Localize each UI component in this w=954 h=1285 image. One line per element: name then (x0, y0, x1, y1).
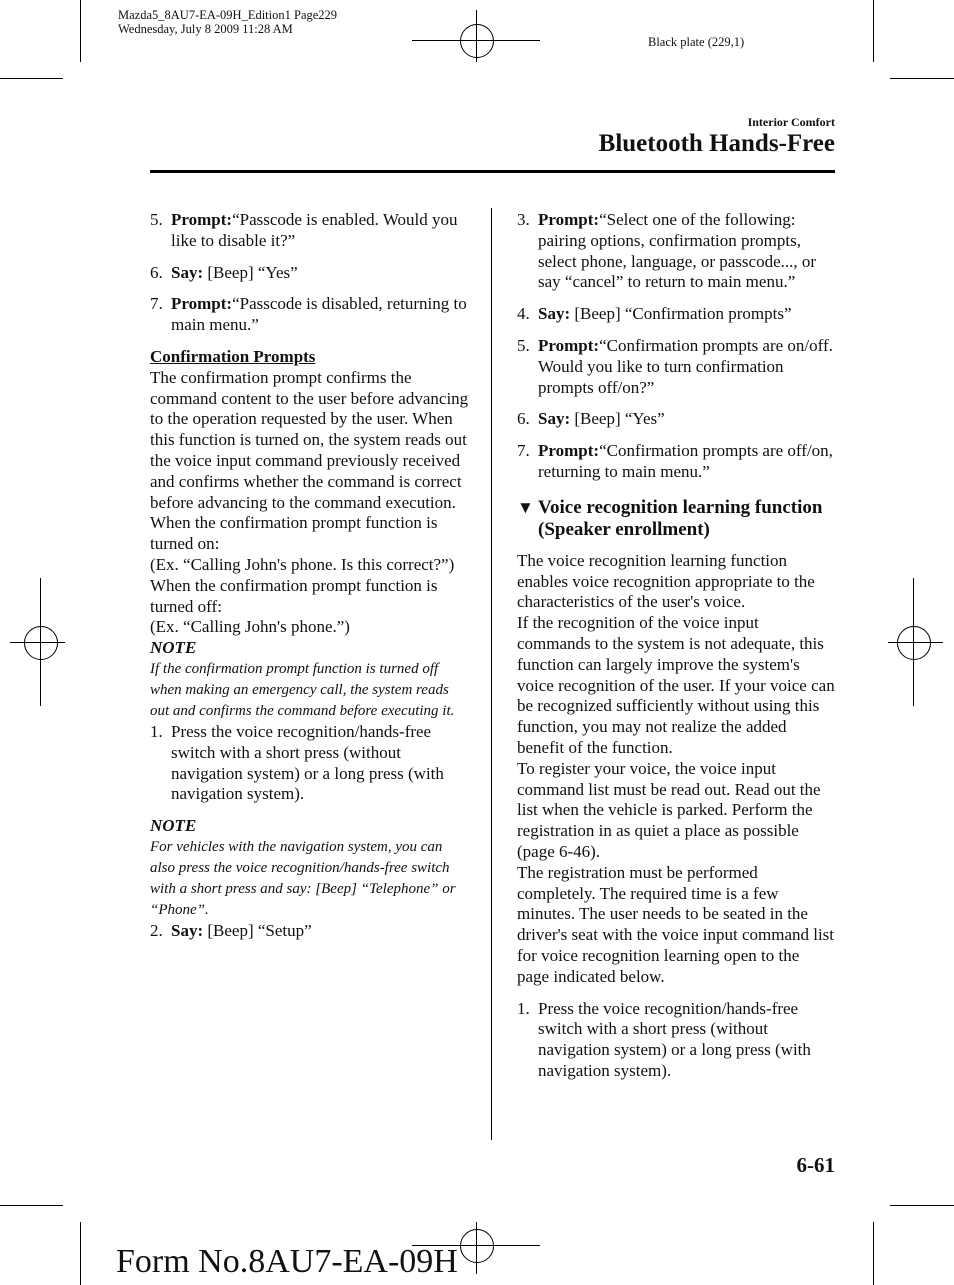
note-heading: NOTE (150, 816, 197, 836)
paragraph: (Ex. “Calling John's phone. Is this correct?”) (150, 554, 455, 574)
left-column (150, 210, 470, 953)
page-number: 6-61 (796, 1153, 835, 1177)
list-item: 6. Say: [Beep] “Yes” (517, 409, 665, 429)
list-item: 6. Say: [Beep] “Yes” (150, 262, 298, 282)
list-item: 5. Prompt:“Confirmation prompts are on/off. Would you like to turn confirmation prompts off/on?” (517, 335, 833, 397)
list-item: 1. Press the voice recognition/hands-free switch with a short press (without navigation system) or a long press (with navigation system). (517, 998, 811, 1080)
list-item: 1. Press the voice recognition/hands-free switch with a short press (without navigation system) or a long press (with navigation system). (150, 721, 444, 804)
triangle-down-icon: ▼ (517, 497, 534, 517)
paragraph: The registration must be performed completely. The required time is a few minutes. The user needs to be seated in the driver's seat with the voice input command list for voice recognition learning open to the page indicated below. (517, 862, 835, 986)
note-text: If the confirmation prompt function is turned off when making an emergency call, the system reads out and confirms the command before executing it. (150, 660, 455, 719)
header-rule (150, 170, 835, 173)
note-text: For vehicles with the navigation system, you can also press the voice recognition/hands-free switch with a short press and say: [Beep] “Telephone” or “Phone”. (150, 838, 456, 918)
confirmation-prompts-heading: Confirmation Prompts (150, 346, 316, 366)
print-plate: Black plate (229,1) (648, 35, 745, 49)
column-divider (491, 208, 492, 1140)
list-item: 2. Say: [Beep] “Setup” (150, 920, 312, 940)
paragraph: (Ex. “Calling John's phone.”) (150, 617, 350, 637)
paragraph: The confirmation prompt confirms the command content to the user before advancing to the operation requested by the user. When this function is turned on, the system reads out the voice input command previously received and confirms whether the command is correct before advancing to the command execution. (150, 367, 469, 512)
paragraph: If the recognition of the voice input commands to the system is not adequate, this function can largely improve the system's voice recognition of the user. If your voice can be recognized sufficiently without using this function, you may not realize the added benefit of the function. (517, 613, 835, 757)
voice-learning-heading: ▼ Voice recognition learning function (Speaker enrollment) (517, 496, 823, 540)
section-label: Interior Comfort (747, 115, 835, 129)
print-header-date: Wednesday, July 8 2009 11:28 AM (118, 22, 293, 36)
paragraph: When the confirmation prompt function is turned on: (150, 513, 438, 554)
list-item: 4. Say: [Beep] “Confirmation prompts” (517, 304, 792, 324)
page-title: Bluetooth Hands-Free (598, 130, 835, 157)
right-column (517, 210, 835, 1093)
list-item: 7. Prompt:“Confirmation prompts are off/on, returning to main menu.” (517, 441, 833, 481)
paragraph: To register your voice, the voice input command list must be read out. Read out the list when the vehicle is parked. Perform the registration in as quiet a place as possible (page 6-46). (517, 758, 821, 861)
list-item: 7. Prompt:“Passcode is disabled, returning to main menu.” (150, 294, 467, 335)
form-number: Form No.8AU7-EA-09H (116, 1243, 458, 1280)
note-heading: NOTE (150, 638, 197, 658)
paragraph: When the confirmation prompt function is turned off: (150, 575, 438, 616)
paragraph: The voice recognition learning function enables voice recognition appropriate to the characteristics of the user's voice. (517, 550, 815, 612)
list-item: 3. Prompt:“Select one of the following: pairing options, confirmation prompts, select phone, language, or passcode..., or say “cancel” to return to main menu.” (517, 210, 817, 292)
list-item: 5. Prompt:“Passcode is enabled. Would you like to disable it?” (150, 210, 458, 250)
print-header-file: Mazda5_8AU7-EA-09H_Edition1 Page229 (118, 8, 338, 22)
